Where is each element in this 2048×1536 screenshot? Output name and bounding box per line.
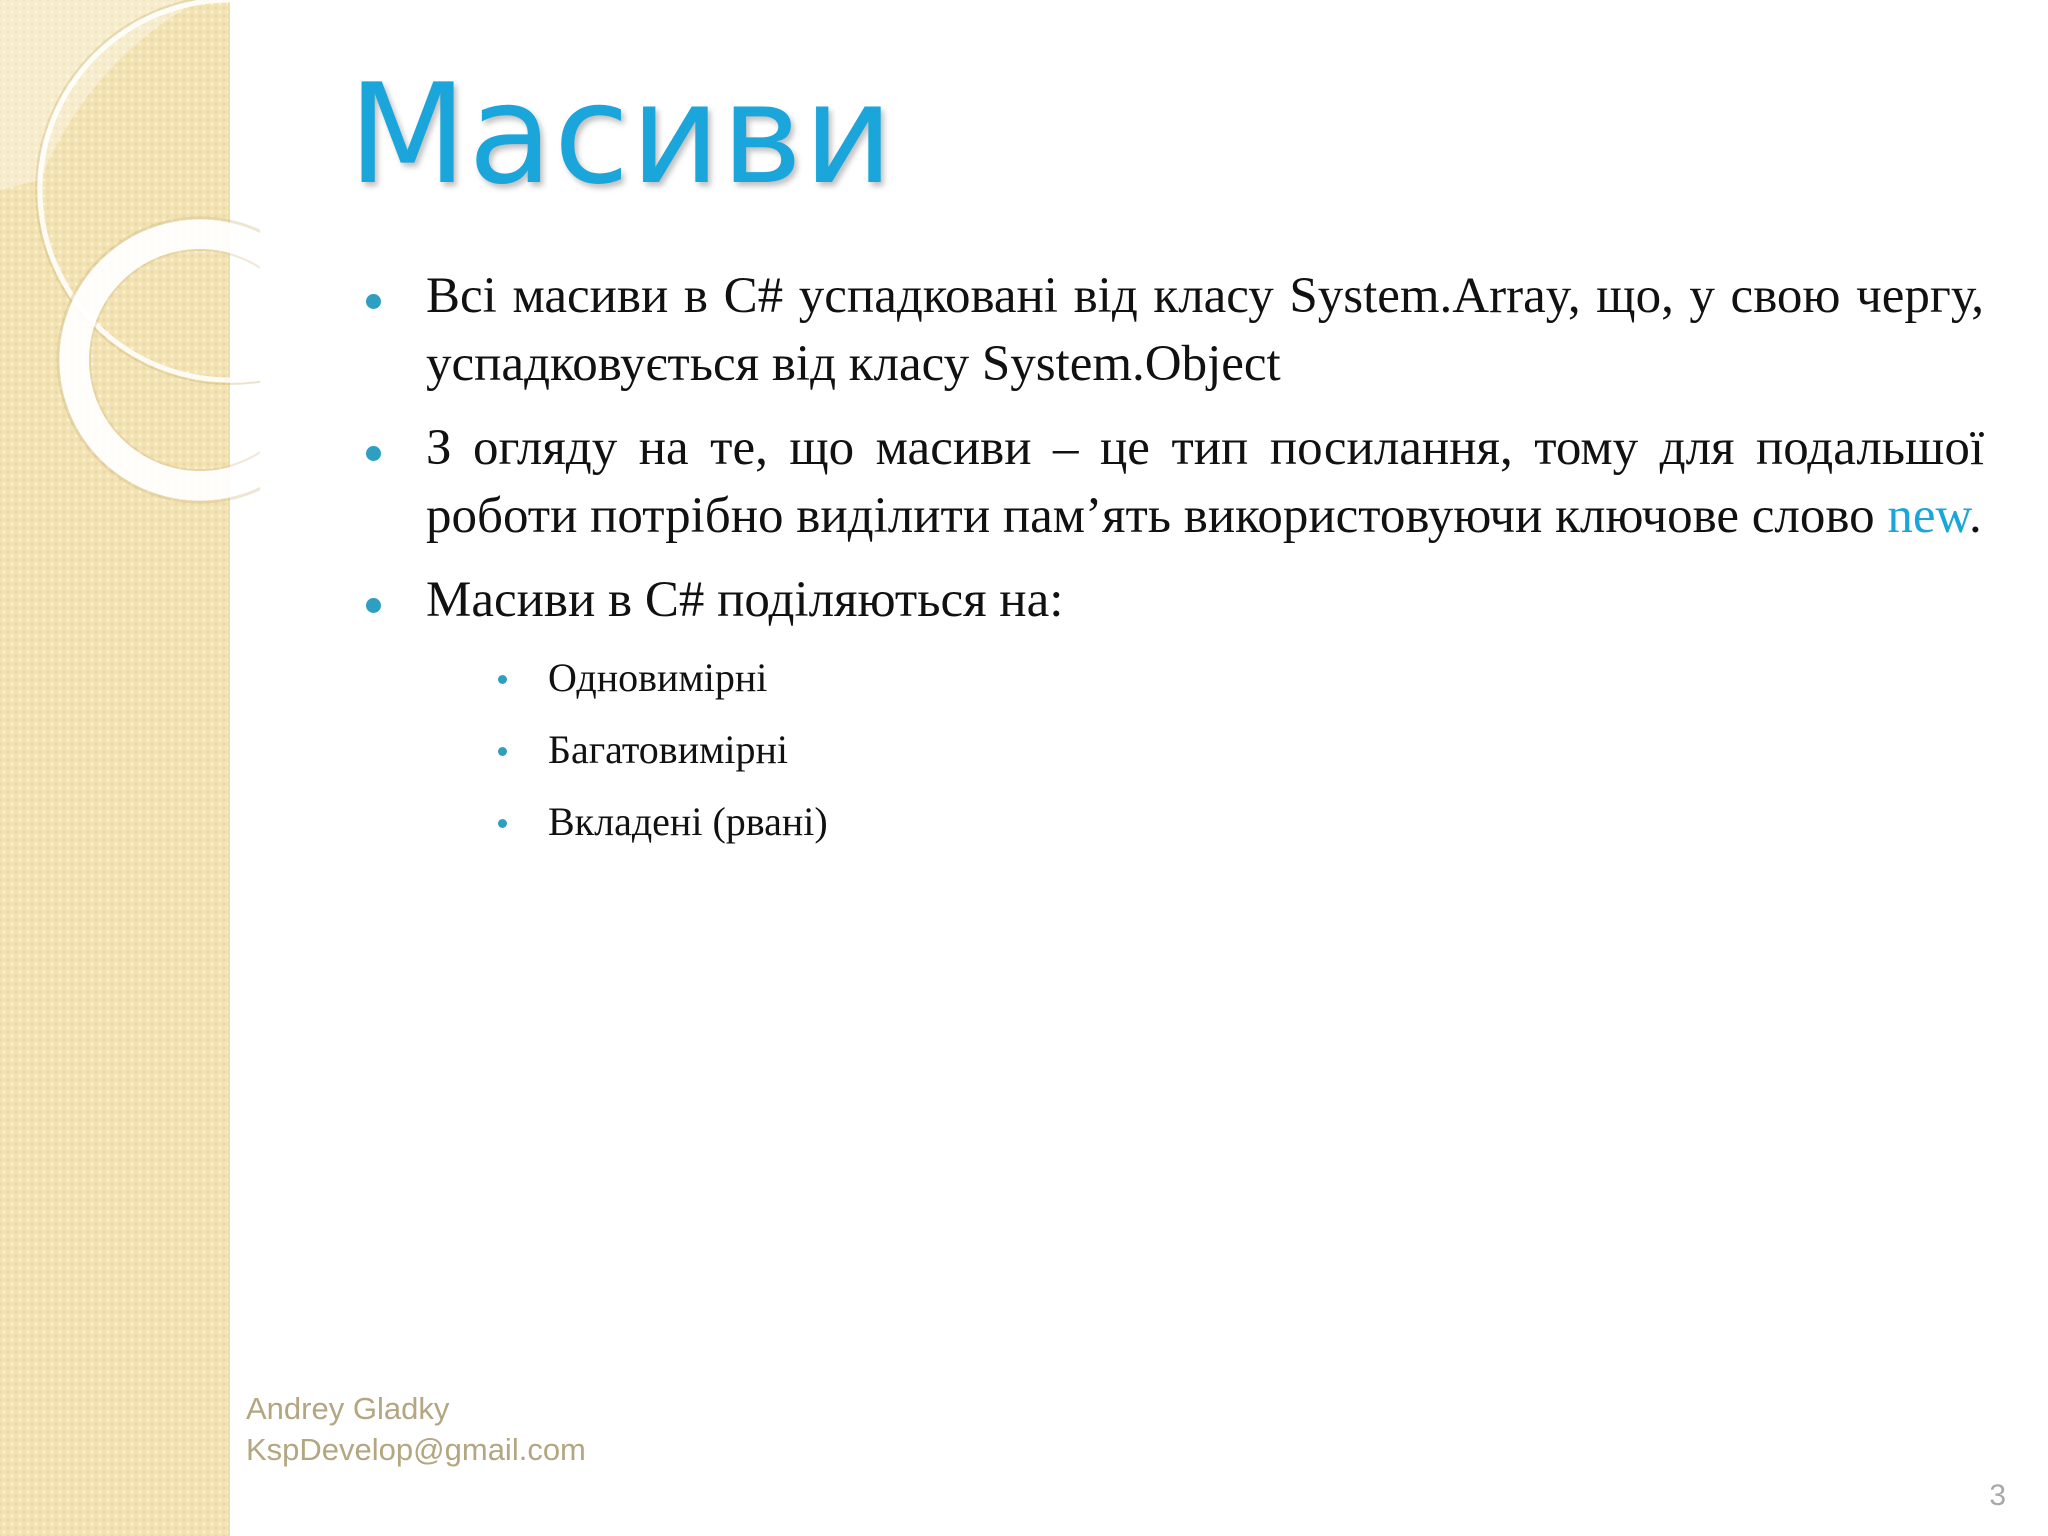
keyword-new: new bbox=[1887, 488, 1970, 544]
bullet-list bbox=[366, 262, 1984, 858]
slide-content bbox=[366, 262, 1984, 874]
bullet-text: Всі масиви в С# успадковані від класу System.Array, що, у свою чергу, успадковується від класу System.Object bbox=[426, 268, 1984, 392]
sublist-item-text: Вкладені (рвані) bbox=[548, 799, 828, 844]
bullet-item-inheritance bbox=[366, 262, 1984, 398]
bullet-dot-icon bbox=[366, 598, 381, 613]
footer-author-email: KspDevelop@gmail.com bbox=[246, 1432, 586, 1467]
sublist-item-text: Багатовимірні bbox=[548, 727, 789, 772]
array-kinds-sublist bbox=[426, 642, 1984, 858]
page-number: 3 bbox=[1989, 1479, 2006, 1512]
bullet-suffix: . bbox=[1969, 488, 1982, 544]
decorative-rings bbox=[0, 0, 260, 520]
slide-title: Масиви bbox=[348, 54, 895, 215]
bullet-text: З огляду на те, що масиви – це тип посилання, тому для подальшої роботи потрібно виділити пам’ять використовуючи ключове слово bbox=[426, 420, 1984, 544]
bullet-text: Масиви в С# поділяються на: bbox=[426, 572, 1064, 628]
bullet-dot-icon bbox=[366, 446, 381, 461]
bullet-item-reference-type bbox=[366, 414, 1984, 550]
sublist-item-jagged bbox=[426, 786, 1984, 858]
sublist-item-text: Одновимірні bbox=[548, 655, 768, 700]
footer-author-name: Andrey Gladky bbox=[246, 1391, 450, 1426]
bullet-item-array-kinds bbox=[366, 566, 1984, 858]
sub-bullet-dot-icon bbox=[498, 819, 507, 828]
sublist-item-one-dimensional bbox=[426, 642, 1984, 714]
bullet-dot-icon bbox=[366, 294, 381, 309]
footer-author-block bbox=[246, 1388, 626, 1470]
sub-bullet-dot-icon bbox=[498, 675, 507, 684]
sublist-item-multi-dimensional bbox=[426, 714, 1984, 786]
sub-bullet-dot-icon bbox=[498, 747, 507, 756]
